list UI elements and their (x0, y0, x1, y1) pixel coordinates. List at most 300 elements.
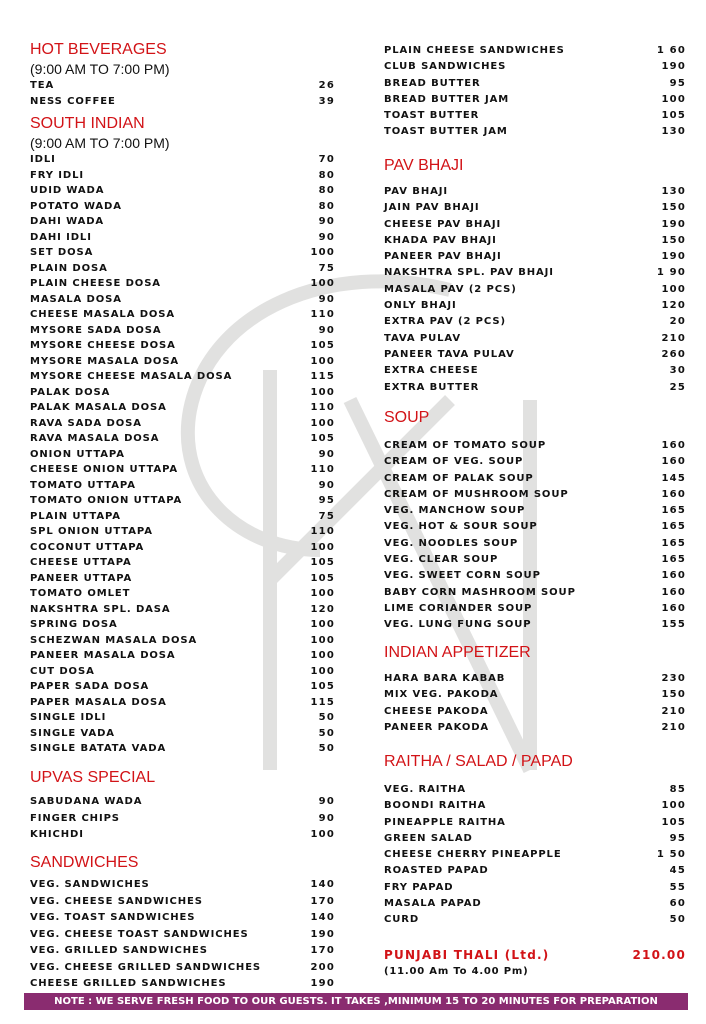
item-name: PANEER UTTAPA (30, 572, 133, 584)
item-price: 90 (318, 324, 335, 336)
item-price: 1 90 (656, 267, 686, 279)
item-price: 100 (310, 247, 335, 258)
menu-item (30, 571, 335, 587)
item-price: 100 (661, 800, 686, 812)
item-price: 160 (661, 456, 686, 468)
menu-item (30, 927, 335, 944)
item-name: MYSORE MASALA DOSA (30, 355, 180, 367)
item-price: 105 (661, 110, 686, 122)
item-price: 30 (669, 365, 686, 377)
menu-item (384, 363, 686, 379)
item-name: CHEESE ONION UTTAPA (30, 464, 179, 475)
item-price: 95 (318, 495, 335, 506)
section-title: SANDWICHES (30, 854, 139, 871)
menu-item (30, 152, 335, 168)
item-price: 155 (661, 619, 686, 631)
item-name: CHEESE UTTAPA (30, 557, 132, 568)
preparation-note-banner: NOTE : WE SERVE FRESH FOOD TO OUR GUESTS. IT TAKES ,MINIMUM 15 TO 20 MINUTES FOR PREPARATION (24, 993, 688, 1010)
menu-item (384, 124, 686, 140)
item-price: 50 (318, 727, 335, 739)
item-name: SCHEZWAN MASALA DOSA (30, 634, 198, 646)
menu-item (384, 687, 686, 703)
section-timing: (9:00 AM TO 7:00 PM) (30, 61, 170, 77)
item-price: 145 (661, 472, 686, 484)
item-price: 160 (661, 586, 686, 598)
menu-item (384, 298, 686, 314)
section-upvas-special (30, 768, 335, 844)
item-name: TAVA PULAV (384, 332, 462, 344)
item-name: SINGLE IDLI (30, 712, 107, 723)
menu-item (30, 794, 335, 811)
item-name: KHADA PAV BHAJI (384, 234, 497, 246)
menu-item (384, 552, 686, 568)
item-price: 90 (318, 448, 335, 460)
section-title: SOUP (384, 409, 430, 426)
menu-item (30, 648, 335, 664)
menu-list (30, 78, 335, 109)
item-name: NAKSHTRA SPL. PAV BHAJI (384, 267, 554, 279)
section-title: SOUTH INDIAN (30, 115, 145, 132)
menu-list (30, 152, 335, 757)
item-price: 100 (310, 650, 335, 661)
item-name: EXTRA PAV (2 PCS) (384, 316, 506, 328)
thali-timing: (11.00 Am To 4.00 Pm) (384, 966, 529, 977)
menu-item (30, 877, 335, 894)
menu-item (384, 184, 686, 200)
item-name: BOONDI RAITHA (384, 800, 487, 812)
item-name: ONION UTTAPA (30, 448, 125, 460)
menu-item (30, 369, 335, 385)
item-name: CREAM OF MUSHROOM SOUP (384, 488, 569, 500)
menu-item (384, 217, 686, 233)
menu-item (30, 199, 335, 215)
menu-item (384, 200, 686, 216)
item-name: NAKSHTRA SPL. DASA (30, 603, 171, 615)
menu-item (30, 586, 335, 602)
item-name: ONLY BHAJI (384, 300, 457, 312)
item-price: 26 (318, 80, 335, 91)
menu-item (30, 431, 335, 447)
menu-item (30, 400, 335, 416)
menu-item (30, 478, 335, 494)
item-price: 110 (310, 526, 335, 537)
menu-item (30, 462, 335, 478)
menu-list (30, 877, 335, 993)
item-name: KHICHDI (30, 829, 84, 840)
menu-item (30, 307, 335, 323)
menu-item (30, 276, 335, 292)
menu-item (30, 726, 335, 742)
item-price: 75 (318, 262, 335, 274)
item-name: VEG. CHEESE TOAST SANDWICHES (30, 928, 249, 940)
menu-item (384, 108, 686, 124)
section-soup (384, 408, 686, 634)
item-name: VEG. NOODLES SOUP (384, 537, 519, 549)
item-name: VEG. HOT & SOUR SOUP (384, 521, 538, 533)
item-price: 160 (661, 440, 686, 451)
item-price: 165 (661, 505, 686, 517)
item-price: 100 (310, 588, 335, 599)
item-price: 105 (310, 340, 335, 351)
item-price: 39 (318, 95, 335, 107)
item-price: 95 (669, 832, 686, 844)
item-name: SABUDANA WADA (30, 796, 143, 807)
item-price: 150 (661, 689, 686, 701)
item-price: 45 (669, 865, 686, 877)
item-name: PAPER SADA DOSA (30, 681, 150, 692)
item-name: POTATO WADA (30, 200, 122, 212)
menu-item (30, 509, 335, 525)
item-price: 105 (310, 681, 335, 692)
item-name: MYSORE CHEESE MASALA DOSA (30, 371, 233, 382)
item-price: 90 (318, 216, 335, 227)
item-name: VEG. LUNG FUNG SOUP (384, 619, 532, 631)
item-price: 190 (661, 218, 686, 230)
menu-item (30, 976, 335, 993)
menu-item (30, 555, 335, 571)
item-price: 100 (310, 619, 335, 630)
item-name: SINGLE BATATA VADA (30, 743, 167, 754)
item-price: 100 (310, 634, 335, 646)
item-price: 200 (310, 961, 335, 973)
menu-item (30, 633, 335, 649)
item-price: 210 (661, 721, 686, 733)
item-price: 130 (661, 186, 686, 197)
item-name: TOMATO UTTAPA (30, 479, 136, 491)
menu-item (30, 827, 335, 844)
item-name: MASALA DOSA (30, 293, 122, 305)
item-price: 80 (318, 185, 335, 196)
item-name: EXTRA CHEESE (384, 365, 479, 377)
item-price: 90 (318, 796, 335, 807)
menu-item (30, 94, 335, 110)
item-price: 140 (310, 912, 335, 923)
menu-list (384, 671, 686, 736)
item-name: PANEER PAV BHAJI (384, 251, 502, 263)
menu-item (384, 671, 686, 687)
menu-item (384, 503, 686, 519)
menu-item (384, 92, 686, 108)
item-name: VEG. CHEESE GRILLED SANDWICHES (30, 961, 262, 973)
item-price: 100 (661, 283, 686, 295)
item-price: 150 (661, 234, 686, 246)
item-price: 90 (318, 293, 335, 305)
item-price: 90 (318, 479, 335, 491)
menu-item (384, 880, 686, 896)
item-price: 190 (661, 251, 686, 263)
item-name: ROASTED PAPAD (384, 865, 489, 877)
item-name: MASALA PAPAD (384, 898, 482, 910)
section-timing: (9:00 AM TO 7:00 PM) (30, 135, 170, 151)
item-price: 60 (669, 898, 686, 910)
item-name: CREAM OF TOMATO SOUP (384, 440, 547, 451)
item-name: CLUB SANDWICHES (384, 61, 507, 73)
item-name: CREAM OF PALAK SOUP (384, 472, 534, 484)
item-name: CREAM OF VEG. SOUP (384, 456, 524, 468)
menu-item (384, 704, 686, 720)
thali-price: 210.00 (632, 948, 686, 962)
menu-item (30, 811, 335, 828)
item-name: MIX VEG. PAKODA (384, 689, 499, 701)
item-name: TOMATO OMLET (30, 588, 131, 599)
item-name: PALAK DOSA (30, 386, 111, 398)
item-price: 100 (310, 829, 335, 840)
punjabi-thali (384, 946, 686, 980)
menu-item (30, 292, 335, 308)
item-name: SPRING DOSA (30, 619, 118, 630)
item-name: SPL ONION UTTAPA (30, 526, 153, 537)
item-price: 230 (661, 673, 686, 684)
item-price: 110 (310, 309, 335, 320)
menu-item (30, 910, 335, 927)
menu-item (384, 249, 686, 265)
section-raitha-salad-papad (384, 752, 686, 929)
menu-item (384, 438, 686, 454)
item-name: TOMATO ONION UTTAPA (30, 495, 183, 506)
item-price: 260 (661, 348, 686, 360)
item-price: 105 (310, 557, 335, 568)
item-name: UDID WADA (30, 185, 105, 196)
item-name: VEG. TOAST SANDWICHES (30, 912, 196, 923)
item-price: 190 (310, 928, 335, 940)
menu-item (30, 741, 335, 757)
item-name: CHEESE PAV BHAJI (384, 218, 502, 230)
item-price: 210 (661, 705, 686, 717)
item-price: 50 (318, 712, 335, 723)
menu-item (30, 261, 335, 277)
item-name: CUT DOSA (30, 665, 95, 677)
item-price: 115 (310, 696, 335, 708)
item-name: VEG. CHEESE SANDWICHES (30, 895, 203, 907)
menu-item (384, 282, 686, 298)
menu-item (30, 894, 335, 911)
section-title: PAV BHAJI (384, 157, 464, 174)
menu-item (384, 454, 686, 470)
thali-name: PUNJABI THALI (Ltd.) (384, 948, 550, 962)
item-price: 190 (310, 978, 335, 989)
section-title: RAITHA / SALAD / PAPAD (384, 753, 573, 770)
menu-item (384, 59, 686, 75)
item-price: 120 (661, 300, 686, 312)
menu-item (384, 536, 686, 552)
menu-item (30, 493, 335, 509)
item-price: 170 (310, 895, 335, 907)
item-price: 110 (310, 464, 335, 475)
item-price: 100 (310, 355, 335, 367)
item-price: 50 (318, 743, 335, 754)
thali-row (384, 946, 686, 964)
item-price: 20 (669, 316, 686, 328)
item-price: 100 (661, 93, 686, 105)
item-price: 130 (661, 126, 686, 138)
menu-item (384, 815, 686, 831)
item-price: 105 (310, 572, 335, 584)
item-name: SET DOSA (30, 247, 94, 258)
item-price: 100 (310, 665, 335, 677)
item-name: MYSORE SADA DOSA (30, 324, 162, 336)
menu-item (384, 487, 686, 503)
item-name: PINEAPPLE RAITHA (384, 816, 506, 828)
menu-list (384, 43, 686, 141)
item-name: EXTRA BUTTER (384, 381, 480, 393)
menu-item (30, 540, 335, 556)
menu-item (384, 331, 686, 347)
item-name: SINGLE VADA (30, 727, 115, 739)
item-price: 25 (669, 381, 686, 393)
item-price: 90 (318, 812, 335, 824)
item-name: PLAIN DOSA (30, 262, 108, 274)
item-name: CURD (384, 914, 420, 926)
menu-item (384, 798, 686, 814)
item-price: 90 (318, 231, 335, 243)
item-price: 165 (661, 521, 686, 533)
item-name: IDLI (30, 154, 56, 165)
item-name: BREAD BUTTER (384, 77, 481, 89)
item-name: VEG. SWEET CORN SOUP (384, 570, 541, 582)
item-price: 190 (661, 61, 686, 73)
item-name: VEG. SANDWICHES (30, 879, 150, 890)
menu-item (384, 831, 686, 847)
item-price: 70 (318, 154, 335, 165)
section-sandwiches (30, 853, 335, 993)
menu-item (30, 679, 335, 695)
menu-item (384, 471, 686, 487)
item-price: 85 (669, 784, 686, 795)
menu-list (384, 184, 686, 396)
item-name: PAV BHAJI (384, 186, 448, 197)
menu-item (30, 323, 335, 339)
menu-item (30, 354, 335, 370)
menu-item (30, 447, 335, 463)
item-name: PANEER PAKODA (384, 721, 490, 733)
item-name: TEA (30, 80, 55, 91)
menu-item (30, 214, 335, 230)
item-price: 80 (318, 200, 335, 212)
item-name: MYSORE CHEESE DOSA (30, 340, 176, 351)
menu-item (30, 168, 335, 184)
menu-item (384, 847, 686, 863)
item-price: 160 (661, 570, 686, 582)
menu-item (384, 720, 686, 736)
item-price: 110 (310, 402, 335, 413)
item-name: VEG. RAITHA (384, 784, 467, 795)
item-name: VEG. CLEAR SOUP (384, 554, 499, 566)
item-name: VEG. MANCHOW SOUP (384, 505, 526, 517)
menu-item (30, 245, 335, 261)
item-name: GREEN SALAD (384, 832, 473, 844)
menu-item (30, 960, 335, 977)
item-price: 160 (661, 488, 686, 500)
section-pav-bhaji (384, 156, 686, 396)
item-name: LIME CORIANDER SOUP (384, 602, 533, 614)
item-price: 115 (310, 371, 335, 382)
menu-item (384, 863, 686, 879)
menu-item (384, 43, 686, 59)
item-price: 100 (310, 541, 335, 553)
item-name: FINGER CHIPS (30, 812, 120, 824)
item-price: 100 (310, 386, 335, 398)
item-price: 80 (318, 169, 335, 181)
item-name: FRY IDLI (30, 169, 85, 181)
item-name: VEG. GRILLED SANDWICHES (30, 945, 208, 956)
item-name: DAHI WADA (30, 216, 105, 227)
section-indian-appetizer (384, 643, 686, 736)
item-price: 165 (661, 537, 686, 549)
menu-item (384, 314, 686, 330)
menu-list (384, 782, 686, 929)
item-name: BABY CORN MASHROOM SOUP (384, 586, 576, 598)
item-price: 105 (310, 433, 335, 444)
item-price: 1 50 (656, 849, 686, 861)
menu-item (30, 617, 335, 633)
item-name: PANEER MASALA DOSA (30, 650, 176, 661)
item-price: 75 (318, 510, 335, 522)
item-name: RAVA SADA DOSA (30, 417, 142, 429)
menu-item (30, 524, 335, 540)
menu-item (30, 385, 335, 401)
item-name: PLAIN UTTAPA (30, 510, 121, 522)
item-name: RAVA MASALA DOSA (30, 433, 160, 444)
menu-item (30, 230, 335, 246)
section-hot-beverages (30, 40, 335, 109)
item-name: HARA BARA KABAB (384, 673, 506, 684)
item-name: NESS COFFEE (30, 95, 116, 107)
menu-item (384, 585, 686, 601)
item-name: PAPER MASALA DOSA (30, 696, 167, 708)
item-price: 55 (669, 881, 686, 893)
menu-item (384, 233, 686, 249)
item-price: 210 (661, 332, 686, 344)
menu-item (384, 519, 686, 535)
menu-item (384, 568, 686, 584)
item-name: CHEESE GRILLED SANDWICHES (30, 978, 227, 989)
menu-item (30, 416, 335, 432)
item-price: 100 (310, 278, 335, 289)
section-title: INDIAN APPETIZER (384, 644, 531, 661)
menu-item (384, 347, 686, 363)
item-price: 100 (310, 417, 335, 429)
menu-item (384, 380, 686, 396)
menu-list (30, 794, 335, 844)
item-name: JAIN PAV BHAJI (384, 202, 480, 214)
menu-item (30, 943, 335, 960)
item-name: PLAIN CHEESE SANDWICHES (384, 45, 565, 56)
item-name: COCONUT UTTAPA (30, 541, 145, 553)
menu-item (30, 664, 335, 680)
menu-item (30, 183, 335, 199)
menu-item (30, 338, 335, 354)
section-title: HOT BEVERAGES (30, 41, 167, 58)
item-name: TOAST BUTTER (384, 110, 480, 122)
menu-item (30, 695, 335, 711)
item-name: CHEESE CHERRY PINEAPPLE (384, 849, 562, 861)
menu-item (30, 602, 335, 618)
item-price: 140 (310, 879, 335, 890)
item-name: CHEESE PAKODA (384, 705, 489, 717)
item-name: FRY PAPAD (384, 881, 454, 893)
menu-item (384, 912, 686, 928)
menu-item (384, 896, 686, 912)
item-price: 1 60 (656, 45, 686, 56)
item-name: PALAK MASALA DOSA (30, 402, 167, 413)
section-title: UPVAS SPECIAL (30, 769, 156, 786)
menu-item (384, 601, 686, 617)
section-sandwiches-continued (384, 43, 686, 141)
item-price: 165 (661, 554, 686, 566)
section-south-indian (30, 114, 335, 757)
item-name: PANEER TAVA PULAV (384, 348, 515, 360)
item-price: 150 (661, 202, 686, 214)
